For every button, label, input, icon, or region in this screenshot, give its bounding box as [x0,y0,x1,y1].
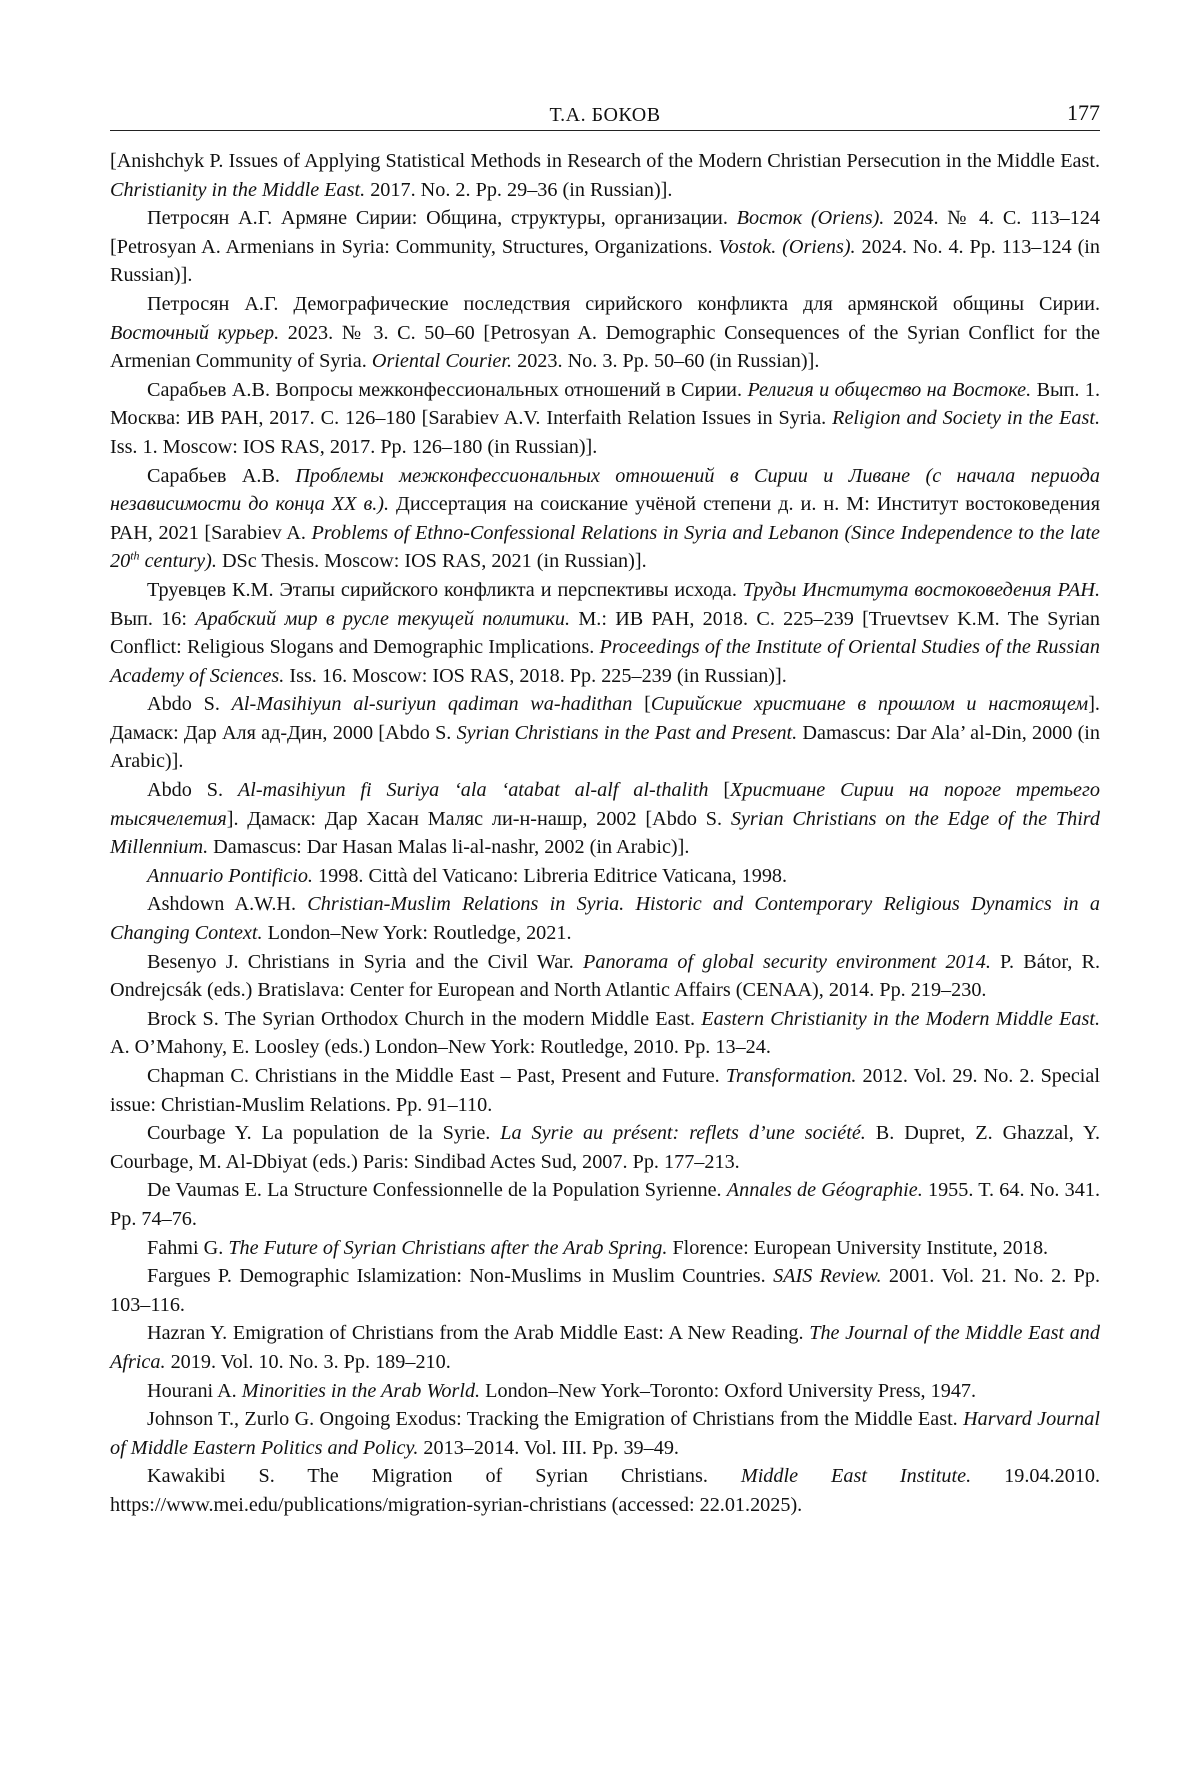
reference-link-text[interactable]: 19.04.2010. https://www.mei.edu/publications/migration-syrian-christians (accessed: 22.01.2025). [110,1465,1101,1516]
running-header-author: Т.А. БОКОВ [549,104,661,126]
reference-item: Annuario Pontificio. 1998. Città del Vaticano: Libreria Editrice Vaticana, 1998. [147,864,788,887]
reference-item: Abdo S. Al-Masihiyun al-suriyun qadiman wa-hadithan [Сирийские христиане в прошлом и настоящем]. Дамаск: Дар Аля ад-Дин, 2000 [Abdo S. Syrian Christians in the Past and Present. Damascus: Dar Ala’ al-Din, 2000 (in Arabic)]. [110,693,1101,773]
reference-item: Brock S. The Syrian Orthodox Church in the modern Middle East. Eastern Christianity in the Modern Middle East. A. O’Mahony, E. Loosley (eds.) London–New York: Routledge, 2010. Pp. 13–24. [110,1007,1100,1059]
reference-item: Fargues P. Demographic Islamization: Non-Muslims in Muslim Countries. SAIS Review. 2001. Vol. 21. No. 2. Pp. 103–116. [110,1265,1100,1316]
reference-item: Hourani A. Minorities in the Arab World. London–New York–Toronto: Oxford University Press, 1947. [147,1379,977,1402]
reference-item: Сарабьев А.В. Вопросы межконфессиональных отношений в Сирии. Религия и общество на Востоке. Вып. 1. Москва: ИВ РАН, 2017. С. 126–180 [Sarabiev A.V. Interfaith Relation Issues in Syria. Religion and Society in the East. Iss. 1. Moscow: IOS RAS, 2017. Pp. 126–180 (in Russian)]. [110,378,1100,458]
reference-item: Courbage Y. La population de la Syrie. La Syrie au présent: reflets d’une société. B. Dupret, Z. Ghazzal, Y. Courbage, M. Al-Dbiyat (eds.) Paris: Sindibad Actes Sud, 2007. Pp. 177–213. [110,1122,1100,1173]
reference-item: Ashdown A.W.H. Christian-Muslim Relations in Syria. Historic and Contemporary Religious Dynamics in a Changing Context. London–New York: Routledge, 2021. [110,893,1100,945]
page [110,96,1100,1520]
reference-item: De Vaumas E. La Structure Confessionnelle de la Population Syrienne. Annales de Géographie. 1955. T. 64. No. 341. Pp. 74–76. [110,1179,1100,1230]
page-number: 177 [1067,100,1100,125]
reference-item: Петросян А.Г. Армяне Сирии: Община, структуры, организации. Восток (Oriens). 2024. № 4. С. 113–124 [Petrosyan A. Armenians in Syria: Community, Structures, Organizations. Vostok. (Oriens). 2024. No. 4. Pp. 113–124 (in Russian)]. [110,207,1101,287]
reference-item: Fahmi G. The Future of Syrian Christians after the Arab Spring. Florence: European University Institute, 2018. [147,1236,1049,1259]
reference-item: Kawakibi S. The Migration of Syrian Christians. Middle East Institute. 19.04.2010. https://www.mei.edu/publications/migration-syrian-christians (accessed: 22.01.2025). [110,1465,1101,1516]
reference-list [110,147,1100,1520]
reference-item: Hazran Y. Emigration of Christians from the Arab Middle East: A New Reading. The Journal of the Middle East and Africa. 2019. Vol. 10. No. 3. Pp. 189–210. [110,1322,1100,1373]
reference-item: Петросян А.Г. Демографические последствия сирийского конфликта для армянской общины Сирии. Восточный курьер. 2023. № 3. С. 50–60 [Petrosyan A. Demographic Consequences of the Syrian Conflict for the Armenian Community of Syria. Oriental Courier. 2023. No. 3. Pp. 50–60 (in Russian)]. [110,292,1101,373]
reference-item: Труевцев К.М. Этапы сирийского конфликта и перспективы исхода. Труды Института востоковедения РАН. Вып. 16: Арабский мир в русле текущей политики. М.: ИВ РАН, 2018. С. 225–239 [Truevtsev K.M. The Syrian Conflict: Religious Slogans and Demographic Implications. Proceedings of the Institute of Oriental Studies of the Russian Academy of Sciences. Iss. 16. Moscow: IOS RAS, 2018. Pp. 225–239 (in Russian)]. [110,578,1101,687]
reference-item: Besenyo J. Christians in Syria and the Civil War. Panorama of global security environment 2014. P. Bátor, R. Ondrejcsák (eds.) Bratislava: Center for European and North Atlantic Affairs (CENAA), 2014. Pp. 219–230. [110,950,1101,1002]
reference-item: Chapman C. Christians in the Middle East – Past, Present and Future. Transformation. 2012. Vol. 29. No. 2. Special issue: Christian-Muslim Relations. Pp. 91–110. [110,1065,1100,1116]
running-header [110,96,1100,131]
reference-item: Johnson T., Zurlo G. Ongoing Exodus: Tracking the Emigration of Christians from the Middle East. Harvard Journal of Middle Eastern Politics and Policy. 2013–2014. Vol. III. Pp. 39–49. [110,1408,1100,1459]
reference-item: Abdo S. Al-masihiyun fi Suriya ‘ala ‘atabat al-alf al-thalith [Христиане Сирии на пороге третьего тысячелетия]. Дамаск: Дар Хасан Маляс ли-н-нашр, 2002 [Abdo S. Syrian Christians on the Edge of the Third Millennium. Damascus: Dar Hasan Malas li-al-nashr, 2002 (in Arabic)]. [110,779,1101,859]
reference-item: Сарабьев А.В. Проблемы межконфессиональных отношений в Сирии и Ливане (с начала периода независимости до конца XX в.). Диссертация на соискание учёной степени д. и. н. М: Институт востоковедения РАН, 2021 [Sarabiev A. Problems of Ethno-Confessional Relations in Syria and Lebanon (Since Independence to the late 20th century). DSc Thesis. Moscow: IOS RAS, 2021 (in Russian)]. [110,464,1100,573]
reference-item: [Anishchyk P. Issues of Applying Statistical Methods in Research of the Modern Christian Persecution in the Middle East. Christianity in the Middle East. 2017. No. 2. Pp. 29–36 (in Russian)]. [110,150,1100,201]
